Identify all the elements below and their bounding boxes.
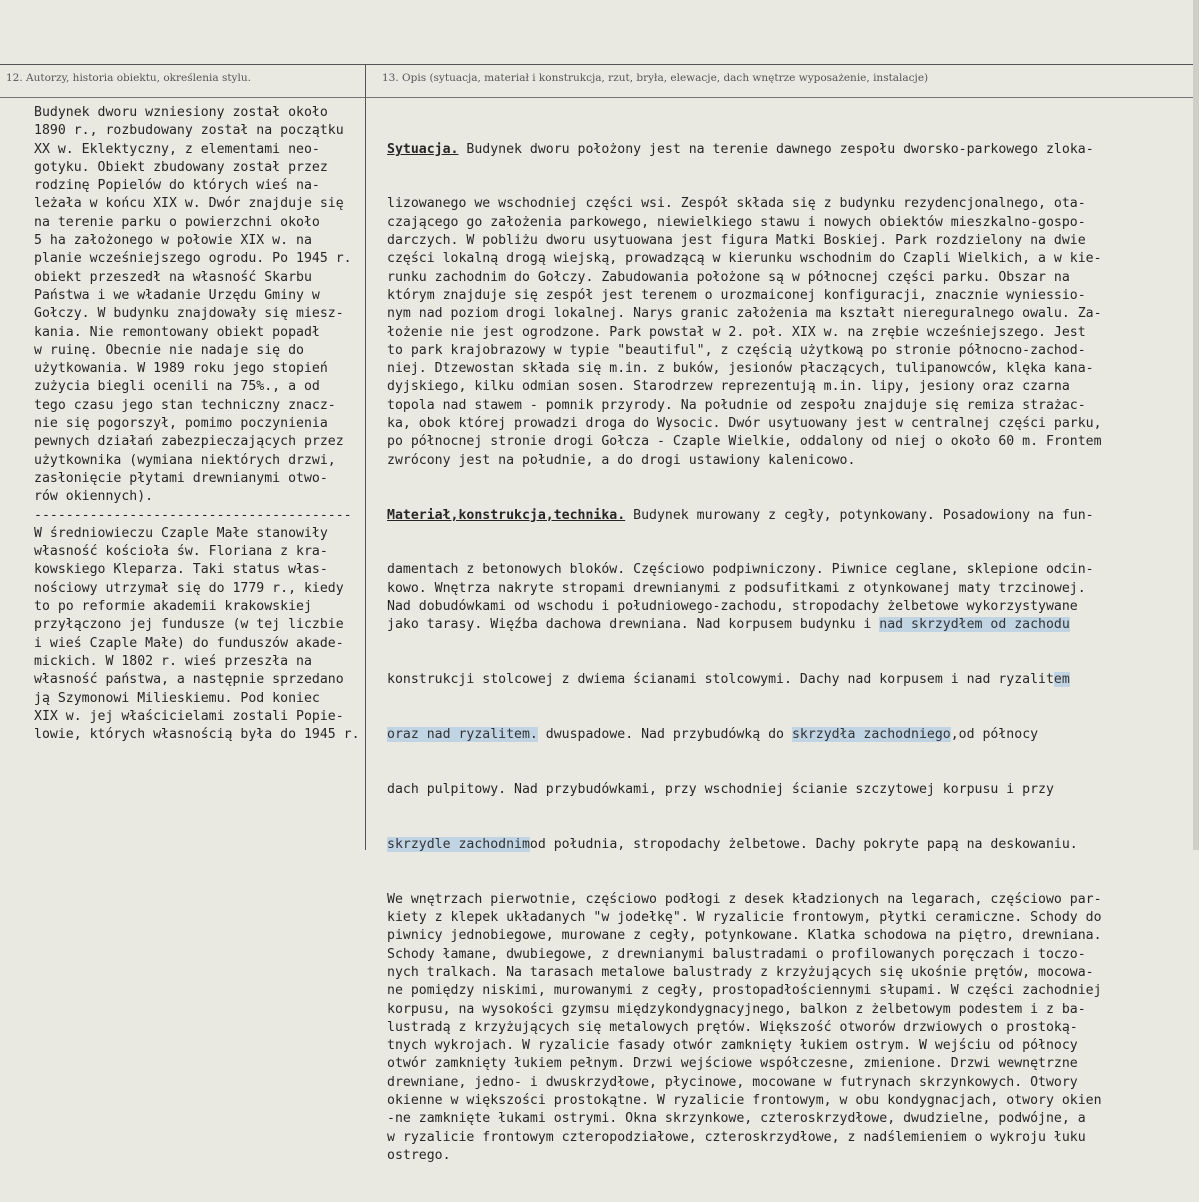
history-column — [34, 104, 360, 744]
material-line: nych tralkach. Na tarasach metalowe balustrady z krzyżujących się ukośnie prętów, mocowa- — [387, 964, 1094, 980]
material-line: w ryzalicie frontowym czteropodziałowe, czteroskrzydłowe, z nadślemieniem o wykroju łuku — [387, 1129, 1086, 1145]
material-line: kiety z klepek układanych "w jodełkę". W ryzalicie frontowym, płytki ceramiczne. Schody do — [387, 910, 1102, 926]
material-line — [387, 598, 1102, 616]
material-text-0: Budynek murowany z cegły, potynkowany. Posadowiony na fun- — [625, 507, 1094, 523]
situation-paragraph — [387, 195, 1102, 469]
history-line: mickich. W 1802 r. wieś przeszła na — [34, 653, 312, 669]
material-text: Nad dobudówkami od wschodu i południowego-zachodu, stropodachy żelbetowe wykorzystywane — [387, 599, 1078, 615]
highlight-em: em — [1053, 672, 1070, 688]
material-paragraph-a — [387, 561, 1102, 634]
material-text-n: od południa, stropodachy żelbetowe. Dachy pokryte papą na deskowaniu. — [529, 836, 1078, 852]
history-line: lowie, których własnością była do 1945 r. — [34, 727, 360, 743]
history-line: gotyku. Obiekt zbudowany został przez — [34, 159, 328, 175]
history-line: obiekt przeszedł na własność Skarbu — [34, 269, 312, 285]
history-line: XIX w. jej właścicielami zostali Popie- — [34, 708, 344, 724]
history-line: Państwa i we władanie Urzędu Gminy w — [34, 287, 320, 303]
history-line: własność kościoła św. Floriana z kra- — [34, 544, 328, 560]
history-line: ją Szymonowi Milieskiemu. Pod koniec — [34, 690, 320, 706]
history-line: nie się pogorszył, pomimo poczynienia — [34, 416, 328, 432]
situation-line: darczych. W pobliżu dworu usytuowana jest figura Matki Boskiej. Park rozdzielony na dwie — [387, 233, 1086, 249]
history-line: pewnych działań zabezpieczających przez — [34, 434, 344, 450]
material-line: piwnicy jednobiegowe, murowane z cegły, potynkowane. Klatka schodowa na piętro, drewniana. — [387, 928, 1102, 944]
history-line: użytkowania. W 1989 roku jego stopień — [34, 361, 328, 377]
material-text: kowo. Wnętrza nakryte stropami drewnianymi z podsufitkami z otynkowanej maty trzcinowej. — [387, 580, 1086, 596]
material-line: okienne w większości prostokątne. W ryzalicie frontowym, w obu kondygnacjach, otwory okien — [387, 1093, 1102, 1109]
situation-line: topola nad stawem - pomnik przyrody. Na południe od zespołu znajduje się remiza strażac- — [387, 397, 1086, 413]
history-line: rów okiennych). — [34, 489, 154, 505]
column-divider — [365, 64, 366, 850]
history-line: własność państwa, a następnie sprzedano — [34, 672, 344, 688]
history-line: na terenie parku o powierzchni około — [34, 214, 320, 230]
material-line: lustradą z krzyżujących się metalowych prętów. Większość otworów drzwiowych o prostoką- — [387, 1019, 1078, 1035]
material-first-line — [387, 507, 1102, 525]
material-line: ostrego. — [387, 1147, 451, 1163]
history-line: tego czasu jego stan techniczny znacz- — [34, 397, 336, 413]
situation-line: nym nad poziom drogi lokalnej. Narys granic założenia ma kształt niereguralnego owalu. Za- — [387, 306, 1102, 322]
situation-first-line — [387, 141, 1102, 159]
situation-line: którym znajduje się zespół jest terenem o urozmaiconej konfiguracji, znacznie wyniessio- — [387, 287, 1086, 303]
history-line: Gołczy. W budynku znajdowały się miesz- — [34, 306, 344, 322]
material-line-m — [387, 781, 1102, 799]
material-text-l: dwuspadowe. Nad przybudówką do — [537, 727, 792, 743]
material-line: ne pomiędzy niskimi, murowanymi z cegły, prostopadłościennymi słupami. W części zachodniej — [387, 983, 1102, 999]
description-column — [387, 104, 1102, 1202]
situation-line: runku zachodnim do Gołczy. Zabudowania położone są w północnej części parku. Obszar na — [387, 269, 1070, 285]
situation-line: łożenie nie jest ogrodzone. Park powstał w 2. poł. XIX w. na zrębie wcześniejszego. Jest — [387, 324, 1086, 340]
history-line: zużycia biegli ocenili na 75%., a od — [34, 379, 320, 395]
situation-line: zwrócony jest na południe, a do drogi ustawiony kalenicowo. — [387, 452, 856, 468]
history-line: 5 ha założonego w połowie XIX w. na — [34, 233, 312, 249]
history-line: W średniowieczu Czaple Małe stanowiły — [34, 525, 328, 541]
history-line: rodzinę Popielów do których wieś na- — [34, 178, 320, 194]
material-heading: Materiał,konstrukcja,technika. — [387, 507, 626, 523]
history-line: kania. Nie remontowany obiekt popadł — [34, 324, 320, 340]
situation-line: po północnej stronie drogi Gołcza - Czaple Wielkie, oddalony od niej o około 60 m. Frontem — [387, 434, 1102, 450]
material-line: otwór zamknięty łukiem pełnym. Drzwi wejściowe współczesne, zmienione. Drzwi wewnętrzne — [387, 1056, 1078, 1072]
section-13-header: 13. Opis (sytuacja, materiał i konstrukcja, rzut, bryła, elewacje, dach wnętrze wyposażenie, instalacje) — [382, 72, 929, 84]
history-line: XX w. Eklektyczny, z elementami neo- — [34, 141, 320, 157]
history-line: Budynek dworu wzniesiony został około — [34, 105, 328, 120]
history-line: leżała w końcu XIX w. Dwór znajduje się — [34, 196, 344, 212]
history-line: użytkownika (wymiana niektórych drzwi, — [34, 452, 336, 468]
highlight-west-wing-roof: nad skrzydłem od zachodu — [879, 617, 1070, 633]
material-line-k — [387, 671, 1102, 689]
history-line: 1890 r., rozbudowany został na początku — [34, 123, 344, 139]
material-line — [387, 616, 1102, 634]
history-line: to po reformie akademii krakowskiej — [34, 599, 312, 615]
history-line: i wieś Czaple Małe) do funduszów akade- — [34, 635, 344, 651]
situation-heading: Sytuacja. — [387, 141, 459, 157]
situation-line: to park krajobrazowy w typie "beautiful", z częścią użytkową po stronie północno-zachod- — [387, 342, 1086, 358]
situation-line: dyjskiego, kilku odmian sosen. Starodrzew reprezentują m.in. lipy, jesiony oraz czarna — [387, 379, 1070, 395]
material-line-n — [387, 836, 1102, 854]
material-line-l — [387, 726, 1102, 744]
material-line — [387, 580, 1102, 598]
history-line: kowskiego Kleparza. Taki status włas- — [34, 562, 328, 578]
history-line: planie wcześniejszego ogrodu. Po 1945 r. — [34, 251, 352, 267]
material-line: korpusu, na wysokości gzymsu międzykondygnacyjnego, balkon z żelbetowym podestem i z ba- — [387, 1001, 1086, 1017]
section-separator: ---------------------------------------- — [34, 507, 352, 523]
page-edge — [1193, 0, 1199, 850]
history-line: nościowy utrzymał się do 1779 r., kiedy — [34, 580, 344, 596]
material-text-l2: ,od północy — [950, 727, 1039, 743]
situation-text-0: Budynek dworu położony jest na terenie dawnego zespołu dworsko-parkowego zloka- — [458, 141, 1094, 157]
situation-line: lizowanego we wschodniej części wsi. Zespół składa się z budynku rezydencjonalnego, ota- — [387, 196, 1086, 212]
material-text-m: dach pulpitowy. Nad przybudówkami, przy wschodniej ścianie szczytowej korpusu i przy — [387, 781, 1054, 797]
history-line: przyłączono jej fundusze (w tej liczbie — [34, 617, 344, 633]
material-line — [387, 561, 1102, 579]
header-rule — [0, 97, 1199, 98]
material-line: tnych wykrojach. W ryzalicie fasady otwór zamknięty łukiem ostrym. W wejściu od północy — [387, 1038, 1078, 1054]
material-line: We wnętrzach pierwotnie, częściowo podłogi z desek kładzionych na legarach, częściowo par- — [387, 891, 1102, 907]
top-rule — [0, 64, 1199, 65]
material-paragraph-b — [387, 891, 1102, 1165]
section-12-header: 12. Autorzy, historia obiektu, określenia stylu. — [6, 72, 251, 84]
history-line: zasłonięcie płytami drewnianymi otwo- — [34, 470, 328, 486]
highlight-ryzalit: oraz nad ryzalitem. — [387, 727, 538, 743]
material-line: drewniane, jedno- i dwuskrzydłowe, płycinowe, mocowane w futrynach skrzynkowych. Otwory — [387, 1074, 1078, 1090]
material-text: jako tarasy. Więźba dachowa drewniana. Nad korpusem budynku i — [387, 617, 880, 633]
situation-line: czającego go założenia parkowego, niewielkiego stawu i nowych obiektów mieszkalno-gospo- — [387, 214, 1086, 230]
highlight-west-wing-2: skrzydle zachodnim — [387, 836, 530, 852]
situation-line: niej. Dtzewostan składa się m.in. z buków, jesionów płaczących, tulipanowców, klęka kana- — [387, 361, 1094, 377]
material-text-k: konstrukcji stolcowej z dwiema ścianami stolcowymi. Dachy nad korpusem i nad ryzalit — [387, 672, 1054, 688]
situation-line: części lokalną drogą wiejską, prowadzącą w kierunku wschodnim do Czapli Wielkich, a w kie- — [387, 251, 1102, 267]
situation-line: ka, obok której prowadzi droga do Wysocic. Dwór usytuowany jest w centralnej części parku, — [387, 416, 1102, 432]
highlight-west-wing: skrzydła zachodniego — [791, 727, 951, 743]
history-line: w ruinę. Obecnie nie nadaje się do — [34, 342, 304, 358]
material-line: -ne zamknięte łukami ostrymi. Okna skrzynkowe, czteroskrzydłowe, dwudzielne, podwójne, a — [387, 1111, 1086, 1127]
material-text: damentach z betonowych bloków. Częściowo podpiwniczony. Piwnice ceglane, sklepione odcin- — [387, 562, 1094, 578]
material-line: Schody łamane, dwubiegowe, z drewnianymi balustradami o profilowanych poręczach i toczo- — [387, 946, 1086, 962]
